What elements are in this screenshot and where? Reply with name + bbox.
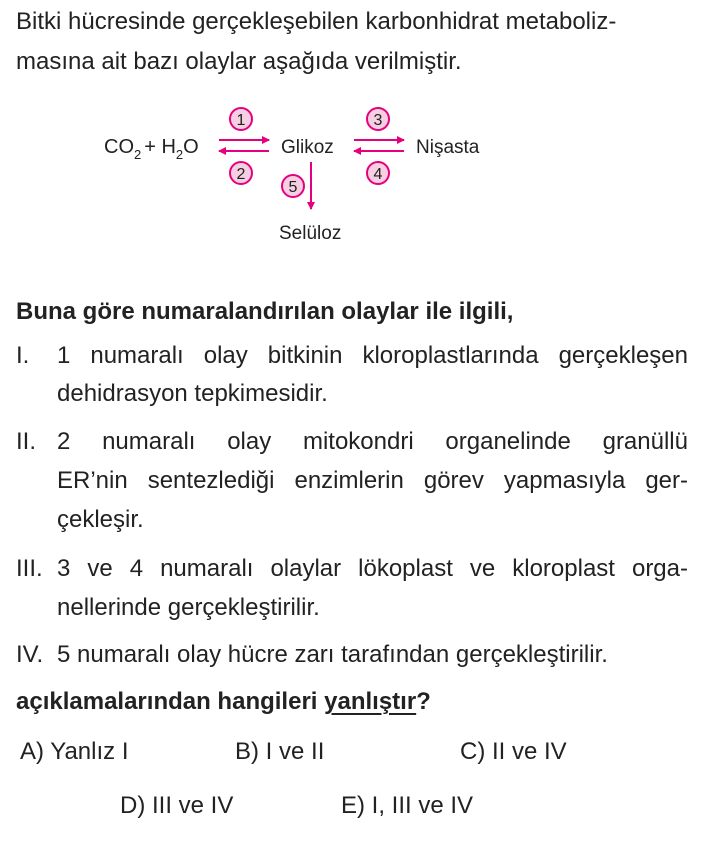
question-prompt: Buna göre numaralandırılan olaylar ile ilgili, (16, 298, 514, 325)
step-2-label: 2 (236, 166, 246, 183)
statement-1-roman: I. (16, 342, 30, 369)
options-row-1 (0, 738, 705, 774)
step-4-label: 4 (373, 166, 383, 183)
statement-3-line-2: nellerinde gerçekleştirilir. (57, 594, 320, 621)
statement-2-line-1: 2 numaralı olay mitokondri organelinde granüllü (57, 428, 688, 455)
step-5-label: 5 (288, 179, 298, 196)
statement-2-roman: II. (16, 428, 37, 455)
statement-3-roman: III. (16, 555, 43, 582)
statement-4-line-1: 5 numaralı olay hücre zarı tarafından gerçekleştirilir. (57, 641, 608, 668)
statement-1-line-2: dehidrasyon tepkimesidir. (57, 380, 328, 407)
glucose-label: Glikoz (281, 137, 334, 158)
option-a[interactable]: A) Yanlız I (20, 738, 129, 765)
statement-2-line-2: ER’nin sentezlediği enzimlerin görev yapmasıyla ger- (57, 467, 688, 494)
step-1-label: 1 (236, 112, 246, 129)
option-d[interactable]: D) III ve IV (120, 792, 234, 819)
statement-2-line-3: çekleşir. (57, 506, 144, 533)
option-b[interactable]: B) I ve II (235, 738, 325, 765)
starch-label: Nişasta (416, 137, 480, 158)
option-e[interactable]: E) I, III ve IV (341, 792, 474, 819)
statement-3-line-1: 3 ve 4 numaralı olaylar lökoplast ve kloroplast orga- (57, 555, 688, 582)
question-intro-line-2: masına ait bazı olaylar aşağıda verilmiştir. (16, 48, 462, 75)
statement-4-roman: IV. (16, 641, 44, 668)
options-row-2 (0, 792, 705, 828)
question-ask (16, 688, 431, 716)
question-intro-line-1: Bitki hücresinde gerçekleşebilen karbonhidrat metaboliz- (16, 8, 617, 35)
reactant-co2: $CO_2 + H_2O$ (104, 136, 199, 162)
statement-1-line-1: 1 numaralı olay bitkinin kloroplastlarında gerçekleşen (57, 342, 688, 369)
ask-after: ? (416, 688, 431, 715)
ask-emphasis: yanlıştır (324, 688, 417, 715)
metabolism-diagram (0, 0, 705, 260)
step-3-label: 3 (373, 112, 383, 129)
ask-before: açıklamalarından hangileri (16, 688, 325, 715)
option-c[interactable]: C) II ve IV (460, 738, 567, 765)
cellulose-label: Selüloz (279, 223, 342, 244)
